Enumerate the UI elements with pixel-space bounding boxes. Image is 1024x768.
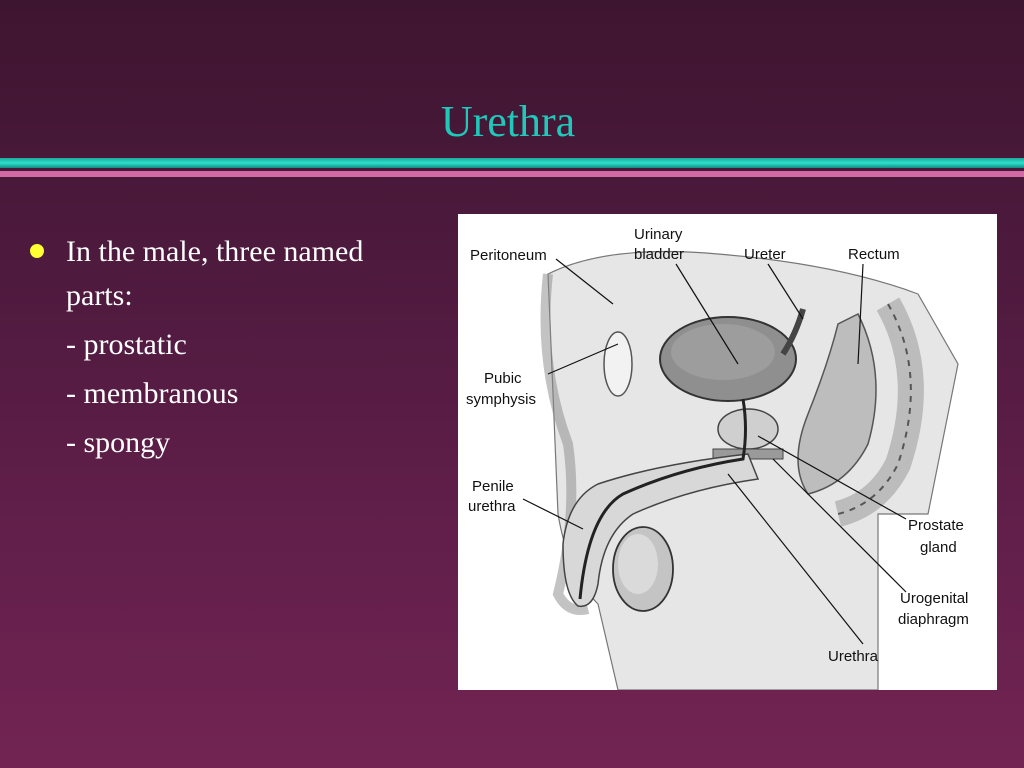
label-pubic: Pubic	[484, 370, 522, 387]
bullet-item	[28, 230, 438, 318]
label-penile: Penile	[472, 478, 514, 495]
bullet-text-line2: parts:	[66, 279, 133, 312]
label-urethra: Urethra	[828, 648, 879, 665]
title-divider-pink	[0, 171, 1024, 177]
label-symphysis: symphysis	[466, 391, 537, 408]
bladder-lumen	[671, 324, 775, 380]
sub-item-membranous: - membranous	[66, 377, 239, 410]
bullet-dot-icon	[30, 244, 44, 258]
testis-highlight	[618, 534, 658, 594]
label-urinary: Urinary	[634, 226, 683, 243]
label-gland: gland	[920, 539, 957, 556]
label-bladder: bladder	[634, 246, 685, 263]
label-penile-urethra: urethra	[468, 498, 516, 515]
anatomy-figure	[458, 214, 997, 690]
sub-item-prostatic: - prostatic	[66, 328, 187, 361]
label-rectum: Rectum	[848, 246, 900, 263]
prostate-shape	[718, 409, 778, 449]
label-urogenital: Urogenital	[900, 590, 969, 607]
slide-title: Urethra	[440, 97, 576, 146]
sub-item-spongy: - spongy	[66, 426, 171, 459]
bullet-text-line1: In the male, three named	[66, 235, 364, 268]
label-peritoneum: Peritoneum	[470, 247, 547, 264]
pubic-symphysis-shape	[604, 332, 632, 396]
label-diaphragm: diaphragm	[898, 611, 969, 628]
label-prostate: Prostate	[908, 517, 964, 534]
anatomy-illustration	[458, 214, 997, 690]
label-ureter: Ureter	[744, 246, 786, 263]
title-divider-teal	[0, 158, 1024, 168]
bullet-list	[28, 230, 438, 465]
